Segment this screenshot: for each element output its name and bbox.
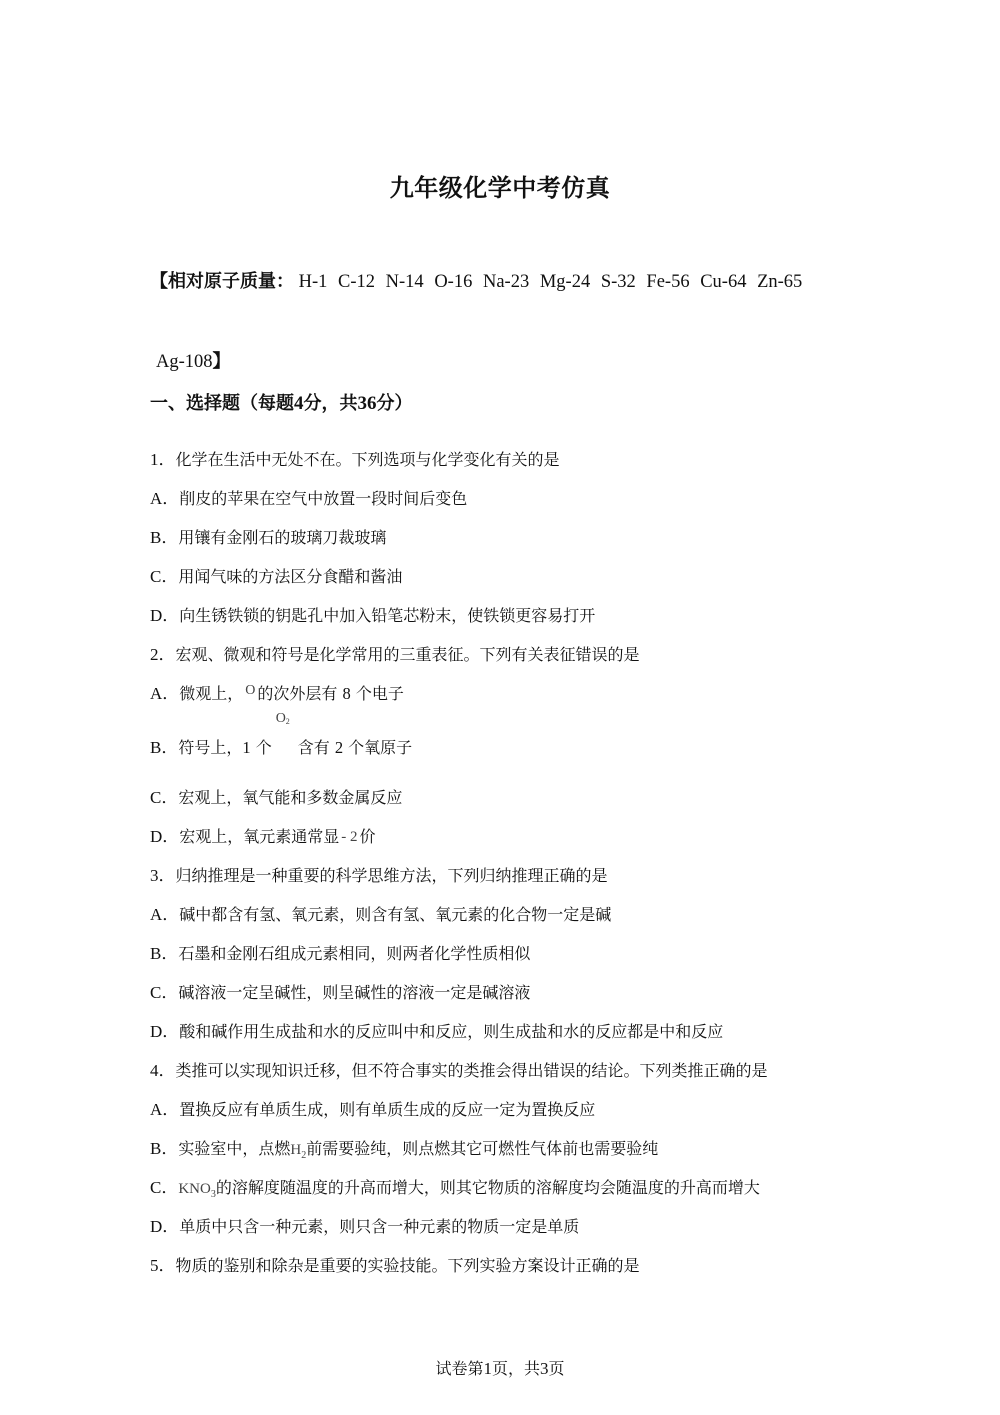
question-text: 归纳推理是一种重要的科学思维方法，下列归纳推理正确的是 — [175, 866, 608, 885]
atomic-mass-item: Fe-56 — [646, 272, 690, 292]
option-label: B． — [150, 738, 179, 757]
hydrogen-formula — [290, 1142, 307, 1161]
option-text: 石墨和金刚石组成元素相同，则两者化学性质相似 — [178, 944, 531, 963]
option-label: B． — [150, 944, 179, 963]
footer-page-number: 1 — [483, 1359, 492, 1378]
option-text: 价 — [359, 827, 376, 846]
question-1-option-d — [150, 601, 595, 626]
question-number: 3． — [150, 866, 176, 885]
atomic-mass-item: S-32 — [600, 272, 636, 292]
question-3-option-a — [150, 900, 611, 925]
option-label: D． — [150, 606, 180, 625]
question-1-option-c — [150, 562, 402, 587]
atomic-masses-line-1 — [150, 242, 870, 322]
option-text: 削皮的苹果在空气中放置一段时间后变色 — [179, 489, 468, 508]
option-text: 实验室中，点燃 — [178, 1139, 291, 1158]
atomic-mass-item: Mg-24 — [539, 272, 591, 292]
section-points-total: 36 — [357, 393, 377, 414]
exam-title: 九年级化学中考仿真 — [389, 174, 611, 202]
atomic-masses-lead: 【相对原子质量： — [150, 271, 294, 292]
relative-atomic-masses — [150, 242, 870, 402]
question-2-option-b — [150, 711, 413, 758]
element-symbol: KNO — [178, 1181, 211, 1197]
footer-page-total: 3 — [540, 1359, 549, 1378]
question-3-stem — [150, 861, 608, 886]
question-2-option-d — [150, 822, 376, 847]
question-number: 2． — [150, 645, 176, 664]
question-5-stem — [150, 1251, 640, 1276]
option-label: A． — [150, 489, 180, 508]
question-text: 物质的鉴别和除杂是重要的实验技能。下列实验方案设计正确的是 — [175, 1256, 640, 1275]
question-2-option-a — [150, 679, 404, 704]
option-text: 用闻气味的方法区分食醋和酱油 — [178, 567, 403, 586]
section-prefix: 一、选择题（每题 — [150, 393, 294, 414]
question-4-option-d — [150, 1212, 579, 1237]
option-label: A． — [150, 684, 180, 703]
option-text: 碱溶液一定呈碱性，则呈碱性的溶液一定是碱溶液 — [178, 983, 531, 1002]
option-text: 宏观上，氧元素通常显 — [179, 827, 340, 846]
option-text: 置换反应有单质生成，则有单质生成的反应一定为置换反应 — [179, 1100, 596, 1119]
atomic-mass-item: Ag-108 — [156, 352, 213, 372]
question-number: 5． — [150, 1256, 176, 1275]
option-label: C． — [150, 788, 179, 807]
option-number: 2 — [334, 738, 344, 757]
element-symbol: H — [290, 1142, 302, 1158]
oxygen-symbol: O — [275, 711, 286, 726]
subscript: 3 — [210, 1189, 216, 1200]
option-label: C． — [150, 567, 179, 586]
question-4-option-a — [150, 1095, 595, 1120]
option-text: 宏观上，氧气能和多数金属反应 — [178, 788, 403, 807]
section-suffix: 分） — [376, 393, 413, 414]
question-4-option-c — [150, 1173, 760, 1200]
footer-text: 试卷第 — [435, 1359, 484, 1378]
option-text: 的溶解度随温度的升高而增大，则其它物质的溶解度均会随温度的升高而增大 — [215, 1178, 760, 1197]
page-footer — [0, 1356, 1000, 1379]
question-number: 1． — [150, 450, 176, 469]
option-text: 微观上， — [179, 684, 244, 703]
option-label: D． — [150, 827, 180, 846]
section-points-each: 4 — [294, 393, 304, 414]
option-text: 个 — [255, 738, 272, 757]
option-text: 前需要验纯，则点燃其它可燃性气体前也需要验纯 — [306, 1139, 659, 1158]
question-2-option-c — [150, 783, 402, 808]
oxygen-molecule-formula — [272, 711, 298, 753]
option-text: 含有 — [297, 738, 330, 757]
oxygen-symbol: O — [245, 683, 256, 698]
option-text: 向生锈铁锁的钥匙孔中加入铅笔芯粉末，使铁锁更容易打开 — [179, 606, 596, 625]
option-text: 酸和碱作用生成盐和水的反应叫中和反应，则生成盐和水的反应都是中和反应 — [179, 1022, 724, 1041]
option-number: 1 — [242, 738, 251, 757]
atomic-mass-item: Cu-64 — [700, 272, 747, 292]
option-label: B． — [150, 528, 179, 547]
question-3-option-c — [150, 978, 530, 1003]
option-number: 8 — [342, 684, 351, 703]
option-text: 的次外层有 — [257, 684, 338, 703]
atomic-mass-item: N-14 — [385, 272, 424, 292]
option-label: D． — [150, 1022, 180, 1041]
option-label: D． — [150, 1217, 180, 1236]
question-text: 类推可以实现知识迁移，但不符合事实的类推会得出错误的结论。下列类推正确的是 — [175, 1061, 768, 1080]
option-label: C． — [150, 983, 179, 1002]
option-label: C． — [150, 1178, 179, 1197]
atomic-mass-item: O-16 — [434, 272, 473, 292]
atomic-mass-item: Na-23 — [482, 272, 530, 292]
atomic-mass-item: C-12 — [338, 272, 376, 292]
atomic-masses-close: 】 — [212, 351, 231, 372]
subscript: 2 — [285, 717, 290, 726]
question-4-option-b — [150, 1134, 658, 1161]
section-heading — [150, 389, 413, 415]
option-label: A． — [150, 905, 180, 924]
question-text: 化学在生活中无处不在。下列选项与化学变化有关的是 — [175, 450, 560, 469]
question-1-option-a — [150, 484, 467, 509]
question-1-option-b — [150, 523, 386, 548]
option-text: 用镶有金刚石的玻璃刀裁玻璃 — [178, 528, 387, 547]
atomic-mass-item: Zn-65 — [757, 272, 803, 292]
potassium-nitrate-formula — [178, 1181, 216, 1200]
question-text: 宏观、微观和符号是化学常用的三重表征。下列有关表征错误的是 — [175, 645, 640, 664]
valence-value: - 2 — [341, 829, 358, 845]
question-3-option-b — [150, 939, 530, 964]
question-1-stem — [150, 445, 560, 470]
question-4-stem — [150, 1056, 768, 1081]
atomic-mass-item: H-1 — [298, 272, 328, 292]
subscript: 2 — [301, 1150, 307, 1161]
footer-text: 页，共 — [491, 1359, 540, 1378]
option-text: 单质中只含一种元素，则只含一种元素的物质一定是单质 — [179, 1217, 580, 1236]
footer-text: 页 — [548, 1359, 565, 1378]
question-3-option-d — [150, 1017, 723, 1042]
section-middle: 分，共 — [303, 393, 358, 414]
question-number: 4． — [150, 1061, 176, 1080]
option-text: 符号上， — [178, 738, 243, 757]
option-text: 个电子 — [355, 684, 404, 703]
option-label: B． — [150, 1139, 179, 1158]
question-2-stem — [150, 640, 640, 665]
option-text: 个氧原子 — [348, 738, 413, 757]
option-label: A． — [150, 1100, 180, 1119]
option-text: 碱中都含有氢、氧元素，则含有氢、氧元素的化合物一定是碱 — [179, 905, 612, 924]
